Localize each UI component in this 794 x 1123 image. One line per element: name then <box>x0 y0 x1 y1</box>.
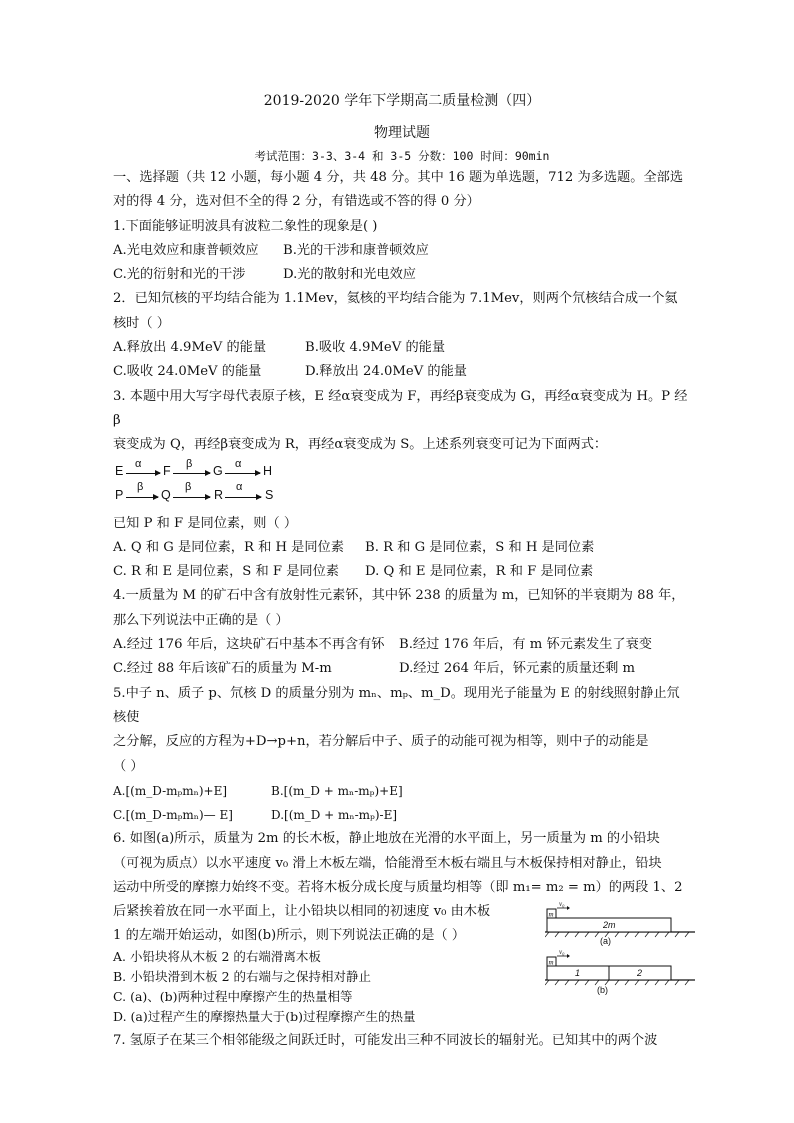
section-heading-cont: 对的得 4 分，选对但不全的得 2 分，有错选或不答的得 0 分） <box>113 194 480 210</box>
decay-arrow <box>126 497 158 498</box>
q5-option-a: A.[(m_D-mₚmₙ)+E] <box>113 783 228 798</box>
q3-option-c: C. R 和 E 是同位素，S 和 F 是同位素 <box>113 564 339 580</box>
q5-option-b: B.[(m_D + mₙ-mₚ)+E] <box>271 783 403 798</box>
q7-stem: 7. 氢原子在某三个相邻能级之间跃迁时，可能发出三种不同波长的辐射光。已知其中的两个波 <box>113 1032 658 1048</box>
q3-option-b: B. R 和 G 是同位素，S 和 H 是同位素 <box>365 539 595 555</box>
q4-option-c: C.经过 88 年后该矿石的质量为 M-m <box>113 661 332 677</box>
q4-option-a: A.经过 176 年后，这块矿石中基本不再含有钚 <box>113 637 385 653</box>
scheme1-node: F <box>163 463 171 478</box>
velocity-label: v₀ <box>559 948 565 957</box>
figure-a <box>545 902 695 946</box>
velocity-label: v₀ <box>559 902 565 909</box>
q3-options-row1 <box>113 536 691 560</box>
q2-options-row2 <box>113 360 691 384</box>
scheme1-node: H <box>263 463 273 478</box>
q1-options-row2 <box>113 263 691 287</box>
q2-option-b: B.吸收 4.9MeV 的能量 <box>305 340 446 356</box>
q2-options-row1 <box>113 336 691 360</box>
scheme1-label: β <box>186 457 193 470</box>
q6-stem-cont3: 后紧挨着放在同一水平面上，让小铅块以相同的初速度 v₀ 由木板 <box>113 904 491 920</box>
board2-label: 2 <box>637 968 643 979</box>
q5-stem-cont2: （ ） <box>113 758 144 774</box>
scheme1-node: G <box>213 463 223 478</box>
exam-subtitle: 物理试题 <box>374 125 430 141</box>
q4-options-row2 <box>113 657 691 681</box>
q1-option-d: D.光的散射和光电效应 <box>283 267 416 283</box>
q6-option-c: C. (a)、(b)两种过程中摩擦产生的热量相等 <box>113 988 353 1004</box>
block-label: m <box>548 958 554 967</box>
scheme2-node: R <box>214 487 224 502</box>
q3-option-d: D. Q 和 E 是同位素，R 和 F 是同位素 <box>365 564 594 580</box>
q2-stem: 2．已知氘核的平均结合能为 1.1Mev，氦核的平均结合能为 7.1Mev，则两个氘核结合成一个氦 <box>113 291 678 307</box>
q1-option-a: A.光电效应和康普顿效应 <box>113 242 259 258</box>
q4-option-d: D.经过 264 年后，钚元素的质量还剩 m <box>399 661 635 677</box>
q1-options-row1 <box>113 239 691 263</box>
board-diagram <box>545 902 695 1000</box>
board1-label: 1 <box>575 968 581 979</box>
decay-arrow <box>126 473 160 474</box>
q4-options-row1 <box>113 633 691 657</box>
q2-stem-cont: 核时（ ） <box>113 315 170 331</box>
q3-stem: 3. 本题中用大写字母代表原子核，E 经α衰变成为 F，再经β衰变成为 G，再经α衰变成为 H。P 经β <box>113 388 688 428</box>
q6-option-b: B. 小铅块滑到木板 2 的右端与之保持相对静止 <box>113 968 372 984</box>
q1-option-b: B.光的干涉和康普顿效应 <box>283 242 429 258</box>
q5-option-d: D.[(m_D + mₙ-mₚ)-E] <box>271 808 398 823</box>
decay-arrow <box>173 497 210 498</box>
decay-arrow <box>173 473 210 474</box>
q1-stem: 1.下面能够证明波具有波粒二象性的现象是( ) <box>113 218 378 234</box>
q4-stem: 4.一质量为 M 的矿石中含有放射性元素钚，其中钚 238 的质量为 m，已知钚的半衰期为 88 年， <box>113 588 685 604</box>
decay-arrow <box>225 473 260 474</box>
q6-option-a: A. 小铅块将从木板 2 的右端滑离木板 <box>113 948 321 964</box>
scheme2-label: β <box>185 480 192 493</box>
q3-stem-cont2: 已知 P 和 F 是同位素，则（ ） <box>113 515 298 531</box>
scheme2-node: Q <box>161 487 171 502</box>
q4-option-b: B.经过 176 年后，有 m 钚元素发生了衰变 <box>399 637 652 653</box>
q6-stem-cont4: 1 的左端开始运动，如图(b)所示，则下列说法正确的是（ ） <box>113 927 466 943</box>
q1-option-c: C.光的衍射和光的干涉 <box>113 267 246 283</box>
decay-arrow <box>225 497 261 498</box>
q6-figure-area <box>113 900 691 1026</box>
caption-a: (a) <box>600 936 611 947</box>
q5-option-c: C.[(m_D-mₚmₙ)— E] <box>113 808 233 823</box>
exam-title: 2019-2020 学年下学期高二质量检测（四） <box>263 93 541 109</box>
scheme2-label: β <box>137 480 144 493</box>
scheme1-node: E <box>115 463 124 478</box>
scheme2-node: P <box>115 487 124 502</box>
q2-option-d: D.释放出 24.0MeV 的能量 <box>305 364 467 380</box>
q3-options-row2 <box>113 560 691 584</box>
exam-scope: 考试范围：3-3、3-4 和 3-5 分数：100 时间：90min <box>254 149 550 163</box>
scheme1-label: α <box>235 457 242 470</box>
q5-options-row2 <box>113 803 691 827</box>
q5-options-row1 <box>113 779 691 803</box>
board-a-label: 2m <box>603 920 616 931</box>
q6-option-d: D. (a)过程产生的摩擦热量大于(b)过程摩擦产生的热量 <box>113 1008 416 1024</box>
q2-option-a: A.释放出 4.9MeV 的能量 <box>113 340 267 356</box>
q3-option-a: A. Q 和 G 是同位素，R 和 H 是同位素 <box>113 539 344 555</box>
q3-stem-cont: 衰变成为 Q，再经β衰变成为 R，再经α衰变成为 S。上述系列衰变可记为下面两式： <box>113 437 608 453</box>
block-label: m <box>548 910 554 919</box>
section-heading: 一、选择题（共 12 小题，每小题 4 分，共 48 分。其中 16 题为单选题，712 为多选题。全部选 <box>113 170 684 185</box>
q6-stem-cont: （可视为质点）以水平速度 v₀ 滑上木板左端，恰能滑至木板右端且与木板保持相对静止，铅块 <box>113 855 662 871</box>
q2-option-c: C.吸收 24.0MeV 的能量 <box>113 364 262 380</box>
caption-b: (b) <box>597 985 608 996</box>
q5-stem: 5.中子 n、质子 p、氘核 D 的质量分别为 mₙ、mₚ、m_D。现用光子能量为 E 的射线照射静止氘核使 <box>113 685 680 725</box>
scheme1-label: α <box>135 457 142 470</box>
q5-stem-cont: 之分解，反应的方程为+D→p+n，若分解后中子、质子的动能可视为相等，则中子的动能是 <box>113 734 649 750</box>
q4-stem-cont: 那么下列说法中正确的是（ ） <box>113 612 289 628</box>
exam-page <box>113 86 691 1053</box>
scheme2-label: α <box>236 480 243 493</box>
q6-stem: 6. 如图(a)所示，质量为 2m 的长木板，静止地放在光滑的水平面上，另一质量为 m 的小铅块 <box>113 831 660 847</box>
scheme2-node: S <box>265 487 274 502</box>
figure-b <box>545 948 695 995</box>
q6-stem-cont2: 运动中所受的摩擦力始终不变。若将木板分成长度与质量均相等（即 m₁= m₂ = m）的两段 1、2 <box>113 880 683 896</box>
decay-scheme <box>115 457 691 508</box>
